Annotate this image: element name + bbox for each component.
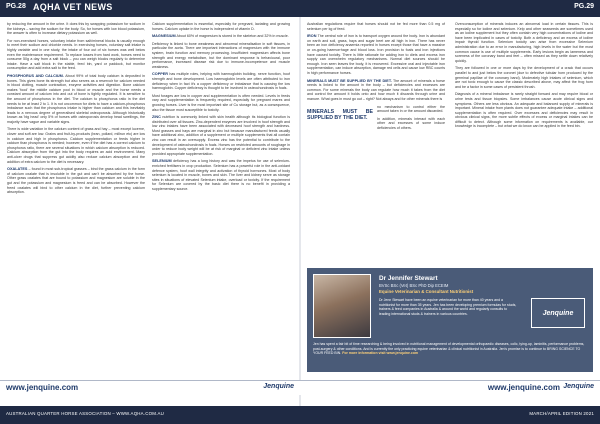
page-number-right: PG.29: [574, 3, 594, 10]
pull-quote: MINERALS MUST BE SUPPLIED BY THE DIET.: [307, 108, 373, 121]
footer-edition: MARCH/APRIL EDITION 2021: [529, 411, 594, 416]
paragraph: Deficiency is linked to bone weakness and abnormal mineralisation in soft tissues, in particular the aorta. There are important interactions of magnesium with the immune system, brain function and memory processing. Insufficient magnesium affects bone strength and energy metabolism, but the dominant response is behavioural, poor performance, increased disease risk due to immune-incompetence and muscle weakness.: [152, 41, 290, 69]
logo-text: Jenquine: [542, 309, 574, 317]
paragraph: They are followed in one or more days by the development of a crack that occurs parallel to and just below the coronet (due to defective tubular horn produced by the germinal papillae of the coronary band). Moderately high intakes of selenium, which are not toxic enough to cause the classic described above, may affect the frog horn and be a factor in some cases of persistent thrush.: [455, 66, 593, 89]
page-header: [0, 0, 600, 17]
website-link-left[interactable]: www.jenquine.com: [6, 383, 79, 392]
header-left: [0, 0, 300, 17]
subheading-oxalates: OXALATES: [7, 167, 28, 172]
jenquine-logo-right: Jenquine: [563, 383, 594, 390]
paragraph-phosphorus: [7, 74, 145, 125]
paragraph-text: – found in most sub-tropical grasses – bind the grass calcium in the form of calcium oxalate that is insoluble in the gut and can't be absorbed by the horse. Other grass oxalates that are bound to potassium and magnesium are soluble in the gut and the potassium and magnesium is freed and can be absorbed. However the freed oxalates will bind to other calcium in the diet, further preventing calcium absorption.: [7, 167, 145, 195]
paragraph: For non-exercised horses, voluntary intake from salt/mineral blocks is usually enough to meet their sodium and chloride needs. In exercising horses, voluntary salt intake is highly variable and in one study, the intake of four out of six horses was well below even the maintenance requirement. To replace losses from hard work, horses need to consume 50g a day from a salt block – you can weigh blocks regularly to determine intake. Have a salt block in the stable, feed bin, yard or paddock, but monitor consumption and add extra salt to the feed.: [7, 38, 145, 71]
quote-row: [307, 105, 445, 134]
paragraph-minerals: [307, 79, 445, 102]
paragraph-text: The amount of minerals a horse needs is linked to the amount in the body – but deficiencies and excesses are common. For some minerals the body can regulate how much it takes from the diet and control the amount it holds onto and how much it discards through urine and manure. What goes in must go out – right? Not always and for other minerals there is: [307, 78, 445, 101]
website-bar-right: [300, 380, 600, 395]
paragraph: There is wide variation in the calcium content of grass and hay – most except lucerne, clover and soft are low. Grains and fruit-by-products (bran, pollard, millrun etc) are low in calcium and high in phosphorus. Calcium supplementation or feeds higher in calcium than phosphorus is needed; however, even if the diet has a correct calcium to phosphorus ratio, there are several situations in which calcium absorption is reduced. Calcium absorption from the gut into the body requires an acid environment. Many anti-ulcer drugs that suppress gut acidity also reduce calcium absorption and the addition of extra calcium to the diet is necessary.: [7, 127, 145, 164]
article-column-2: [152, 22, 290, 195]
author-name: Dr Jennifer Stewart: [379, 275, 438, 282]
paragraph-copper: [152, 72, 290, 90]
bio-paragraph: Jen has spent a fair bit of time researching & being involved in nutritional management of developmental orthopaedic diseases, colic, tying-up, laminitis, performance problems, post-surgery & other conditions. And is currently the only practicing equine veterinarian & clinical nutritionist in Australia. Jen's promise is to continue to BRING SCIENCE TO YOUR FEED BIN.: [313, 342, 585, 355]
website-bar-left: [0, 380, 300, 395]
subheading-phosphorus: PHOSPHORUS AND CALCIUM.: [7, 73, 64, 78]
jenquine-logo: [531, 298, 585, 328]
article-column-1: [7, 22, 145, 198]
article-column-3: [307, 22, 445, 133]
jenquine-logo-left: Jenquine: [263, 383, 294, 390]
page-number-left: PG.28: [6, 3, 26, 10]
article-column-4: [455, 22, 593, 132]
paragraph: Diagnosis of a mineral imbalance is rarely straight forward and may require blood or urine tests and tissue biopsies. Some imbalances cause acute clinical signs and symptoms. Others are less obvious. An adequate and balanced supply of minerals is important. Mineral intake from plants does not guarantee adequate intake – additional supplementation is often required. Over excesses and deficiencies may result in obvious clinical signs, the more subtle effects of excess or marginal intakes can be difficult to detect. Although some information on requirements is available, our knowledge is incomplete – but what we do know can be applied in the feed bin.: [455, 92, 593, 129]
subheading-copper: COPPER: [152, 72, 169, 77]
paragraph-text: About 60% of magnesium is stored in the skeleton and 32% in muscle.: [176, 34, 289, 39]
author-role: Equine Veterinarian & Consultant Nutritionist: [379, 289, 474, 294]
author-photo: [313, 274, 371, 338]
paragraph: no mechanism to control either the amount taken in or the amount discarded.: [377, 104, 445, 114]
paragraph-text: has multiple roles, helping with haemoglobin building, nerve function, hoof strength and bone development. Low haemoglobin levels are often attributed to iron deficiency when in fact it's a copper deficiency or imbalance that is causing the low haemoglobin. Copper deficiency is thought to be involved in osteochondrosis in foals.: [152, 72, 290, 91]
author-bio-text: Dr Jenn Stewart have been an equine veterinarian for more than 40 years and a nutritionist for more than 35 years. Jen has been developing premium formulas for studs, trainers & feed companies in Australia & around the world and regularly consults to leading international studs & trainers in various countries.: [379, 298, 517, 316]
author-bio-text-extended: [313, 342, 587, 356]
paragraph: Australian regulations require that horses should not be fed more than 0.5 mg of selenium per kg of feed.: [307, 22, 445, 31]
website-link-right[interactable]: www.jenquine.com: [487, 383, 560, 392]
paragraph: Calcium supplementation is essential, especially for pregnant, lactating and growing horses. Calcium uptake in the horse is independent of vitamin D.: [152, 22, 290, 31]
paragraph-iron: [307, 34, 445, 75]
paragraph: Most forages are low in copper and supplementation is often needed. Levels in feeds vary and supplementation is frequently required, especially for pregnant mares and growing horses. Liver is the most important site of Cu storage but, as a consequence, also the tissue most susceptible to toxicity.: [152, 93, 290, 112]
page-gutter: [299, 17, 301, 406]
paragraph-text: The central role of iron is to transport oxygen around the body. Iron is abundant on earth and soil, grass, hays and sugar beet are all high in iron. There has never been an iron deficiency anaemia reported in horses except those that have a massive or on-going haemorrhage and blood loss. Iron provision to foals and iron injections have caused toxicity. There is little rationale for adding iron to diets and excess iron supply can overwhelm regulatory mechanisms. Normal diet sources should be enough. Iron seen leaves the body, it is recovered. Excessive oral and injectable iron supplementation, can induce absorption, damage red cells and cause low RBC counts in high performance horses.: [307, 34, 445, 75]
paragraph-text: nutrition is commonly linked with skin health although its biological function is distributed over all tissues. Zinc-dependent enzymes are involved in hoof strength and low zinc intakes have been associated with decreased hoof strength and hardness. Most grasses and hays are marginal in zinc but because manufactured feeds usually have additional zinc, addition of a supplement or multiple supplements that all contain zinc can result in an oversupply. Excess zinc has the potential to contribute to the development of osteochondrosis in foals. Horses on restricted amounts of roughage in order to reduce body weight will be at risk of marginal or deficient zinc intake unless provided appropriate supplementation.: [152, 115, 290, 156]
paragraph-selenium: [152, 159, 290, 191]
bio-website-link[interactable]: For more information visit www.jenquine.com: [342, 351, 419, 355]
paragraph-zinc: [152, 115, 290, 156]
header-right: [300, 0, 600, 17]
paragraph-text: deficiency has a long history and was the impetus for use of selenium-enriched fertilisers in crop production. Selenium has a powerful role in the anti-oxidant defence system, hoof wall integrity and activation of thyroid hormones. Most of body selenium is located in muscle, bones and skin. The liver and kidney serve as storage sites in situations of elevated Selenium intake, overload or toxicity. If the requirement for Selenium are covered by the basic diet there is no benefit in providing a supplementary source.: [152, 159, 290, 191]
section-title: AQHA VET NEWS: [33, 2, 113, 12]
subheading-minerals: MINERALS MUST BE SUPPLIED BY THE DIET.: [307, 78, 392, 83]
subheading-iron: IRON: [307, 34, 317, 39]
subheading-zinc: ZINC: [152, 115, 161, 120]
paragraph-magnesium: [152, 34, 290, 39]
quote-side-text: [377, 105, 445, 134]
author-bio-box: [307, 268, 593, 372]
subheading-magnesium: MAGNESIUM: [152, 34, 176, 39]
footer-publication: AUSTRALIAN QUARTER HORSE ASSOCIATION – WWW.AQHA.COM.AU: [6, 411, 164, 416]
author-credentials: BVSc BSc (Vet) BSc PhD Dip ECEIM: [379, 283, 449, 288]
paragraph: Overconsumption of minerals induces an abnormal load in certain tissues. This is especially so for iodine and selenium. Kelp and other seaweeds are sometimes used as an iodine supplement but they often contain very high concentrations of iodine and have been implicated in cases of toxicity. Both a deficiency and an excess of iodine impair thyroid function. Selenium toxicity can arise from excessive Selenium administration due to an error in manufacturing, high levels in the water but the most common cause is use of multiple supplements. Early lesions begin as lameness and soreness of the coronary band and feet – often missed as they settle down relatively quickly.: [455, 22, 593, 63]
page-footer: [0, 406, 600, 424]
paragraph: In addition, minerals interact with each other and excesses of some induce deficiencies of others.: [377, 116, 445, 130]
subheading-selenium: SELENIUM: [152, 159, 172, 164]
paragraph: by reducing the amount in the urine. It does this by swapping potassium for sodium in the kidneys – saving the sodium for the body. So, for horses with low blood potassium, the answer is often to increase dietary potassium as well.: [7, 22, 145, 36]
paragraph-text: About 99% of total body calcium is deposited in bones. This gives bone its strength but also serves as a reservoir for calcium needed in blood clotting, muscle contraction, enzyme activities and digestion. Bone calcium makes 'food' the middle calcium pool in blood or muscle and the horse needs a constant amount of calcium into and out of bone is tightly regulated. It is sensitive to the amount of phosphorus in the diet. The calcium to phosphorus ratio in the diet needs to be at least 2 to 1. It is not uncommon for diets to have a calcium-phosphorus imbalance such that the phosphorus intake is higher than calcium and this inevitably leads to a nervous degree of generalised skeletal osteoporosis. Although historically known as 'big head' only 5% of horses with osteoporosis develop head swellings, the majority have vague and variable signs.: [7, 73, 145, 124]
paragraph-oxalates: [7, 167, 145, 195]
